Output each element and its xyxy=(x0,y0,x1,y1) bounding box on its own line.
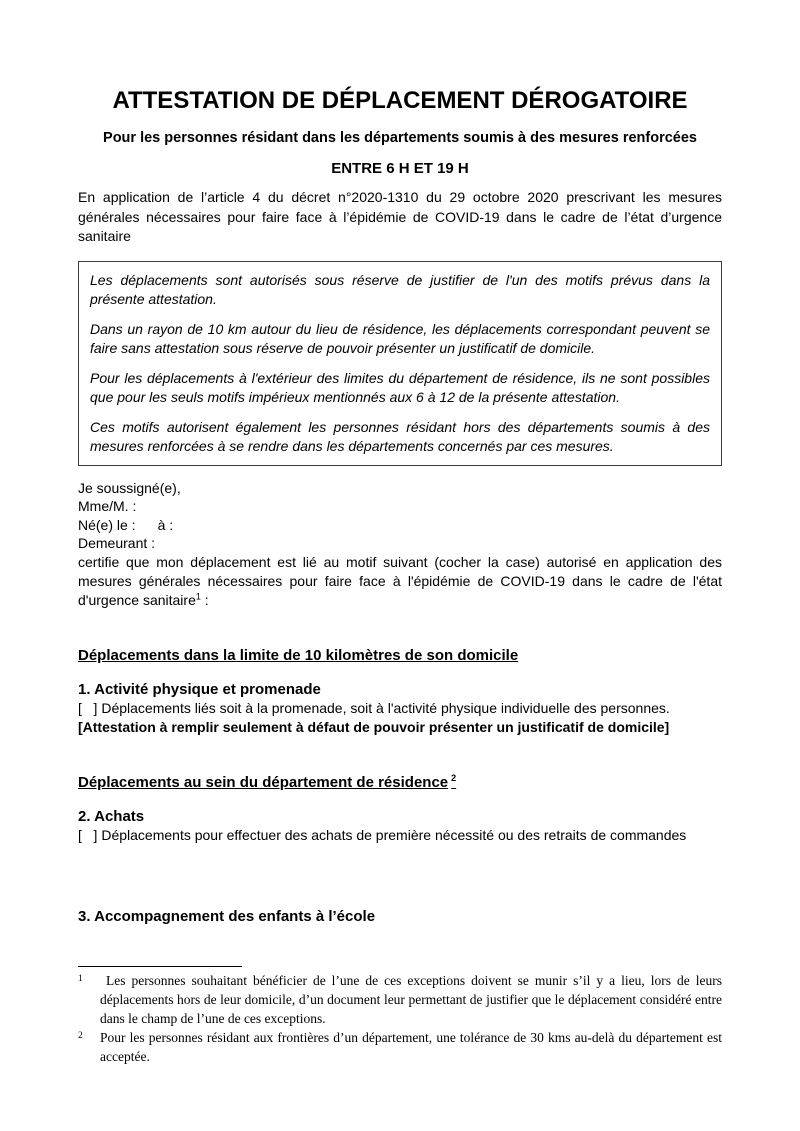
motif-1-note: [Attestation à remplir seulement à défaut de pouvoir présenter un justificatif de domicile] xyxy=(78,718,670,735)
footnote-1-text: Les personnes souhaitant bénéficier de l’une de ces exceptions doivent se munir s’il y a lieu, lors de leurs déplacements hors de leur domicile, d’un document leur permettant de justifier que le déplacement considéré entre dans le champ de l’une de ces exceptions. xyxy=(100,972,722,1026)
document-subtitle: Pour les personnes résidant dans les départements soumis à des mesures renforcées xyxy=(103,130,697,146)
motif-2-line xyxy=(78,826,722,845)
notice-paragraph-3: Pour les déplacements à l'extérieur des limites du département de résidence, ils ne sont possibles que pour les seuls motifs impérieux mentionnés aux 6 à 12 de la présente attestation. xyxy=(90,369,710,405)
motif-1-line xyxy=(78,699,722,718)
footnote-1-marker: 1 xyxy=(78,973,83,984)
section-2-heading-text: Déplacements au sein du département de résidence xyxy=(78,773,449,791)
notice-paragraph-1: Les déplacements sont autorisés sous réserve de justifier de l'un des motifs prévus dans la présente attestation. xyxy=(90,271,710,307)
footnote-2 xyxy=(78,1028,722,1066)
motif-1-text: Déplacements liés soit à la promenade, soit à l'activité physique individuelle des personnes. xyxy=(101,699,670,716)
page-title: ATTESTATION DE DÉPLACEMENT DÉROGATOIRE xyxy=(112,87,688,114)
notice-box xyxy=(78,261,722,466)
name-field-label[interactable]: Mme/M. : xyxy=(78,498,137,514)
notice-paragraph-4: Ces motifs autorisent également les personnes résidant hors des départements soumis à des mesures renforcées à se rendre dans les départements concernés par ces mesures. xyxy=(90,418,710,454)
footnote-2-marker: 2 xyxy=(78,1030,83,1041)
birth-line xyxy=(78,516,722,535)
motif-2-text: Déplacements pour effectuer des achats de première nécessité ou des retraits de commandes xyxy=(101,826,687,843)
footnote-ref-1: 1 xyxy=(195,590,201,601)
identity-block xyxy=(78,479,722,610)
footnote-1 xyxy=(78,971,722,1028)
section-heading-departement xyxy=(78,773,722,792)
identity-intro: Je soussigné(e), xyxy=(78,479,181,496)
birthdate-field-label[interactable]: Né(e) le : xyxy=(78,516,136,533)
footnote-2-text: Pour les personnes résidant aux frontières d’un département, une tolérance de 30 kms au-delà du département est acceptée. xyxy=(100,1029,722,1064)
motif-3-title: 3. Accompagnement des enfants à l’école xyxy=(78,907,376,925)
motif-1-title: 1. Activité physique et promenade xyxy=(78,680,321,698)
footnote-separator xyxy=(78,966,242,967)
hours-restriction: ENTRE 6 H ET 19 H xyxy=(331,160,469,177)
motif-1-checkbox[interactable]: [ ] xyxy=(78,699,98,716)
footnotes-block xyxy=(78,971,722,1066)
motif-2-checkbox[interactable]: [ ] xyxy=(78,826,98,843)
certify-text: certifie que mon déplacement est lié au motif suivant (cocher la case) autorisé en application des mesures générales nécessaires pour faire face à l'épidémie de COVID-19 dans le cadre de l'état d'urgence sanitaire xyxy=(78,553,722,608)
address-field-label[interactable]: Demeurant : xyxy=(78,535,156,551)
certify-suffix: : xyxy=(200,591,209,608)
section-heading-10km: Déplacements dans la limite de 10 kilomètres de son domicile xyxy=(78,646,519,664)
certify-paragraph xyxy=(78,553,722,610)
legal-intro-paragraph: En application de l’article 4 du décret n°2020-1310 du 29 octobre 2020 prescrivant les mesures générales nécessaires pour faire face à l’épidémie de COVID-19 dans le cadre de l’état d’urgence sanitaire xyxy=(78,189,722,244)
motif-2-title: 2. Achats xyxy=(78,807,145,825)
birthplace-field-label[interactable]: à : xyxy=(157,516,174,533)
footnote-ref-2: 2 xyxy=(451,772,457,783)
notice-paragraph-2: Dans un rayon de 10 km autour du lieu de résidence, les déplacements correspondant peuvent se faire sans attestation sous réserve de pouvoir présenter un justificatif de domicile. xyxy=(90,320,710,356)
